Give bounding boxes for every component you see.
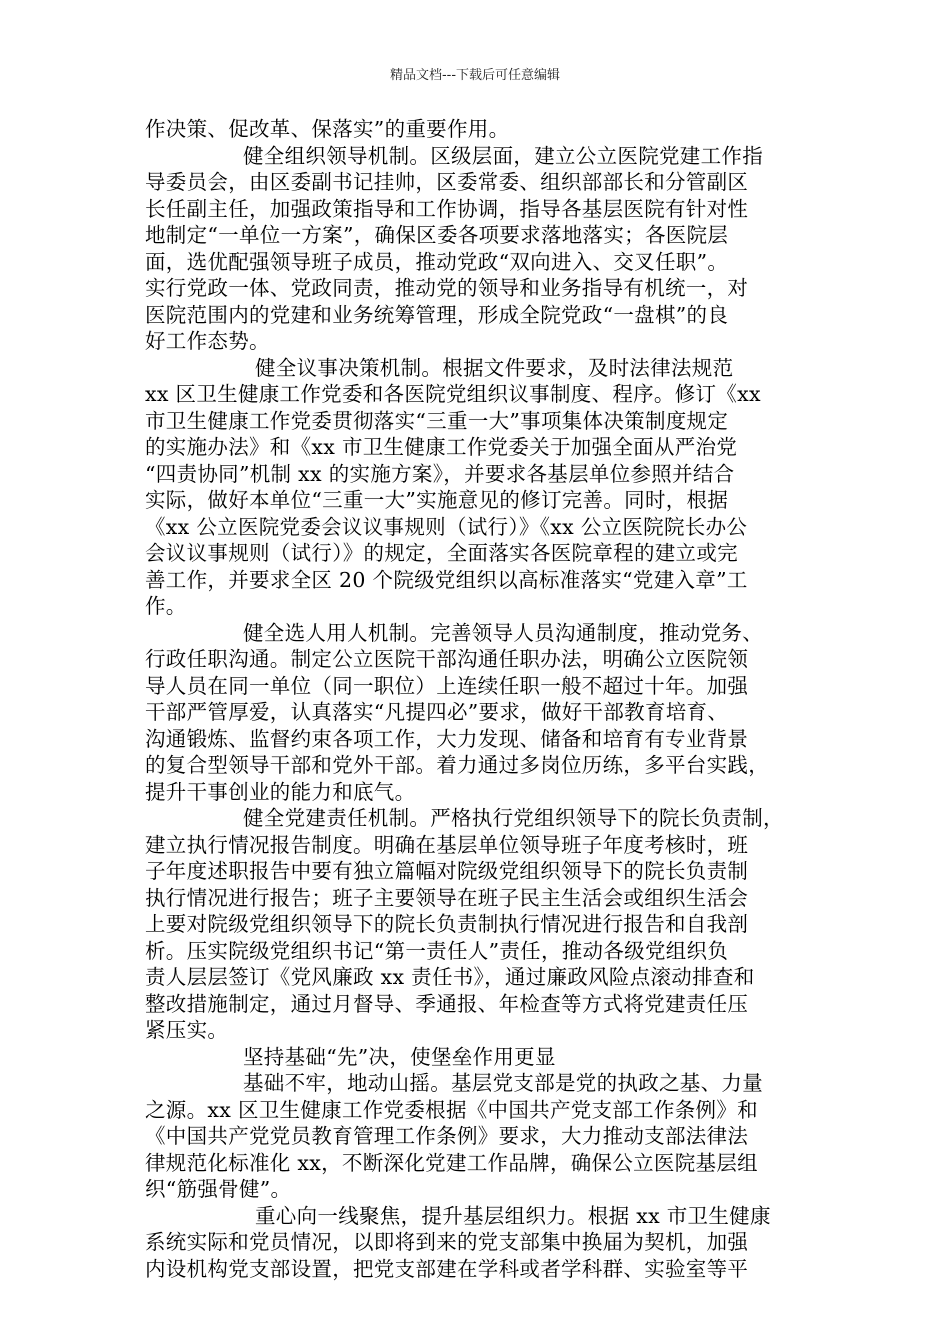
- text-line: 作决策、促改革、保落实”的重要作用。: [145, 117, 510, 141]
- text-line: 系统实际和党员情况，以即将到来的党支部集中换届为契机，加强: [145, 1230, 749, 1254]
- text-line: 沟通锻炼、监督约束各项工作，大力发现、储备和培育有专业背景: [145, 726, 749, 751]
- text-line: 之源。xx 区卫生健康工作党委根据《中国共产党支部工作条例》和: [145, 1097, 758, 1122]
- text-line: 实际，做好本单位“三重一大”实施意见的修订完善。同时，根据: [145, 488, 729, 512]
- document-body: [145, 116, 820, 1282]
- text-line: 《xx 公立医院党委会议议事规则（试行）》《xx 公立医院院长办公: [145, 514, 748, 539]
- text-line: 实行党政一体、党政同责，推动党的领导和业务指导有机统一，对: [145, 276, 749, 300]
- paragraph-start-line: 健全组织领导机制。区级层面，建立公立医院党建工作指: [243, 143, 763, 168]
- text-line: 医院范围内的党建和业务统筹管理，形成全院党政“一盘棋”的良: [145, 302, 729, 327]
- text-line: 子年度述职报告中要有独立篇幅对院级党组织领导下的院长负责制: [145, 859, 749, 883]
- text-line: 好工作态势。: [145, 329, 270, 353]
- paragraph-start-line: 基础不牢，地动山摇。基层党支部是党的执政之基、力量: [243, 1071, 763, 1095]
- text-line: 建立执行情况报告制度。明确在基层单位领导班子年度考核时，班: [145, 832, 749, 857]
- text-line: 《中国共产党党员教育管理工作条例》要求，大力推动支部法律法: [145, 1124, 749, 1148]
- text-line: 的实施办法》和《xx 市卫生健康工作党委关于加强全面从严治党: [145, 435, 738, 459]
- text-line: 责人层层签订《党风廉政 xx 责任书》，通过廉政风险点滚动排查和: [145, 965, 755, 989]
- text-line: 会议议事规则（试行）》的规定，全面落实各医院章程的建立或完: [145, 541, 738, 565]
- text-line: 面，选优配强领导班子成员，推动党政“双向进入、交叉任职”。: [145, 249, 729, 274]
- section-heading: 坚持基础“先”决，使堡垒作用更显: [243, 1044, 556, 1069]
- text-line: 行政任职沟通。制定公立医院干部沟通任职办法，明确公立医院领: [145, 647, 749, 671]
- text-line: xx 区卫生健康工作党委和各医院党组织议事制度、程序。修订《xx: [145, 382, 761, 406]
- text-line: 整改措施制定，通过月督导、季通报、年检查等方式将党建责任压: [145, 991, 749, 1016]
- text-line: 紧压实。: [145, 1018, 229, 1042]
- text-line: 导委员会，由区委副书记挂帅，区委常委、组织部部长和分管副区: [145, 170, 749, 194]
- text-line: 善工作，并要求全区 20 个院级党组织以高标准落实“党建入章”工: [145, 567, 748, 592]
- page-header: 精品文档---下载后可任意编辑: [389, 68, 561, 83]
- text-line: 干部严管厚爱，认真落实“凡提四必”要求，做好干部教育培育、: [145, 700, 729, 724]
- paragraph-start-line: 健全议事决策机制。根据文件要求，及时法律法规范: [255, 355, 734, 380]
- paragraph-start-line: 健全选人用人机制。完善领导人员沟通制度，推动党务、: [243, 620, 763, 645]
- text-line: 提升干事创业的能力和底气。: [145, 779, 416, 804]
- text-line: 上要对院级党组织领导下的院长负责制执行情况进行报告和自我剖: [145, 912, 749, 936]
- text-line: 导人员在同一单位（同一职位）上连续任职一般不超过十年。加强: [145, 673, 749, 698]
- text-line: “四责协同”机制 xx 的实施方案》，并要求各基层单位参照并结合: [145, 461, 735, 486]
- text-line: 律规范化标准化 xx，不断深化党建工作品牌，确保公立医院基层组: [145, 1150, 758, 1175]
- text-line: 的复合型领导干部和党外干部。着力通过多岗位历练，多平台实践，: [145, 753, 769, 777]
- text-line: 内设机构党支部设置，把党支部建在学科或者学科群、实验室等平: [145, 1256, 749, 1281]
- text-line: 执行情况进行报告；班子主要领导在班子民主生活会或组织生活会: [145, 885, 749, 910]
- text-line: 地制定“一单位一方案”，确保区委各项要求落地落实；各医院层: [145, 223, 729, 247]
- paragraph-start-line: 健全党建责任机制。严格执行党组织领导下的院长负责制，: [243, 806, 784, 830]
- text-line: 市卫生健康工作党委贯彻落实“三重一大”事项集体决策制度规定: [145, 408, 729, 433]
- text-line: 长任副主任，加强政策指导和工作协调，指导各基层医院有针对性: [145, 196, 749, 221]
- text-line: 织“筋强骨健”。: [145, 1177, 292, 1201]
- text-line: 作。: [145, 594, 187, 618]
- paragraph-start-line: 重心向一线聚焦，提升基层组织力。根据 xx 市卫生健康: [255, 1203, 771, 1228]
- text-line: 析。压实院级党组织书记“第一责任人”责任，推动各级党组织负: [145, 938, 729, 963]
